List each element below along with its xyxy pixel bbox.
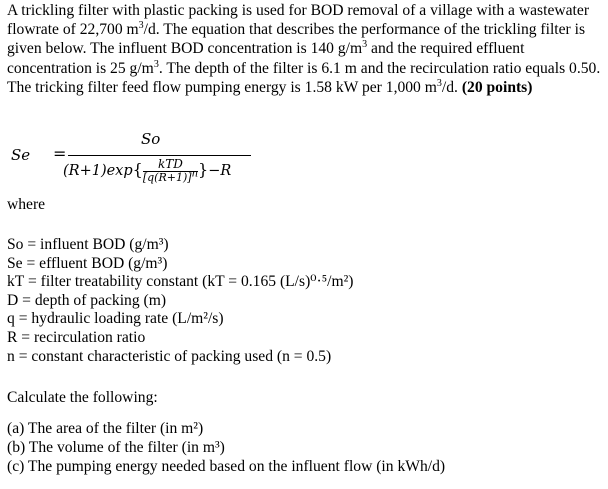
points-label: (20 points) [461, 78, 533, 96]
definition-item: D = depth of packing (m) [7, 291, 167, 309]
definition-item: Se = effluent BOD (g/m³) [7, 254, 168, 272]
question-part-c: (c) The pumping energy needed based on the influent flow (in kWh/d) [7, 457, 446, 475]
superscript-3: 3 [436, 77, 442, 89]
inner-exponent: n [191, 168, 199, 180]
calculate-label: Calculate the following: [7, 389, 158, 406]
inner-numerator: kTD [143, 158, 198, 172]
performance-equation [8, 130, 308, 200]
problem-text-4: . The depth of the filter is 6.1 m and the recirculation ratio equals 0.50. The tricking filter feed flow pumping energy is 1.58 kW per 1,000 m [7, 59, 601, 96]
equation-denominator: (R+1)exp{ kTD $[q(R+1)]^n$ }−R [63, 157, 232, 184]
definition-item: R = recirculation ratio [7, 328, 146, 346]
inner-fraction [143, 158, 198, 184]
definition-item: n = constant characteristic of packing used (n = 0.5) [7, 347, 332, 365]
definition-item: q = hydraulic loading rate (L/m²/s) [7, 310, 224, 328]
den-left: (R+1)exp [63, 163, 133, 179]
question-part-b: (b) The volume of the filter (in m³) [7, 438, 225, 456]
equation-lhs: Se [11, 146, 31, 164]
definitions-list [7, 236, 353, 366]
superscript-3: 3 [362, 39, 368, 51]
problem-text-5: /d. [441, 78, 458, 96]
problem-statement [7, 1, 602, 97]
superscript-3: 3 [138, 20, 144, 32]
where-label: where [7, 196, 46, 213]
inner-denominator: [q(R+1)] [142, 171, 192, 184]
equation-equals: = [53, 144, 67, 163]
definition-item: kT = filter treatability constant (kT = 0.165 (L/s)⁰·⁵/m²) [7, 273, 354, 291]
question-parts [7, 420, 445, 476]
equation-numerator: So [141, 130, 161, 148]
fraction-bar [68, 155, 251, 156]
den-right: −R [208, 163, 232, 179]
question-part-a: (a) The area of the filter (in m²) [7, 420, 204, 437]
problem-text-2: /d. The equation that describes the performance of the trickling filter is given below. The influent BOD concentration is 140 g/m [7, 21, 586, 58]
definition-item: So = influent BOD (g/m³) [7, 236, 169, 253]
problem-text-3: and the required effluent concentration is 25 g/m [7, 40, 525, 77]
superscript-3: 3 [153, 58, 159, 70]
problem-text-1: A trickling filter with plastic packing is used for BOD removal of a village with a wastewater flowrate of 22,700 m [7, 2, 590, 39]
